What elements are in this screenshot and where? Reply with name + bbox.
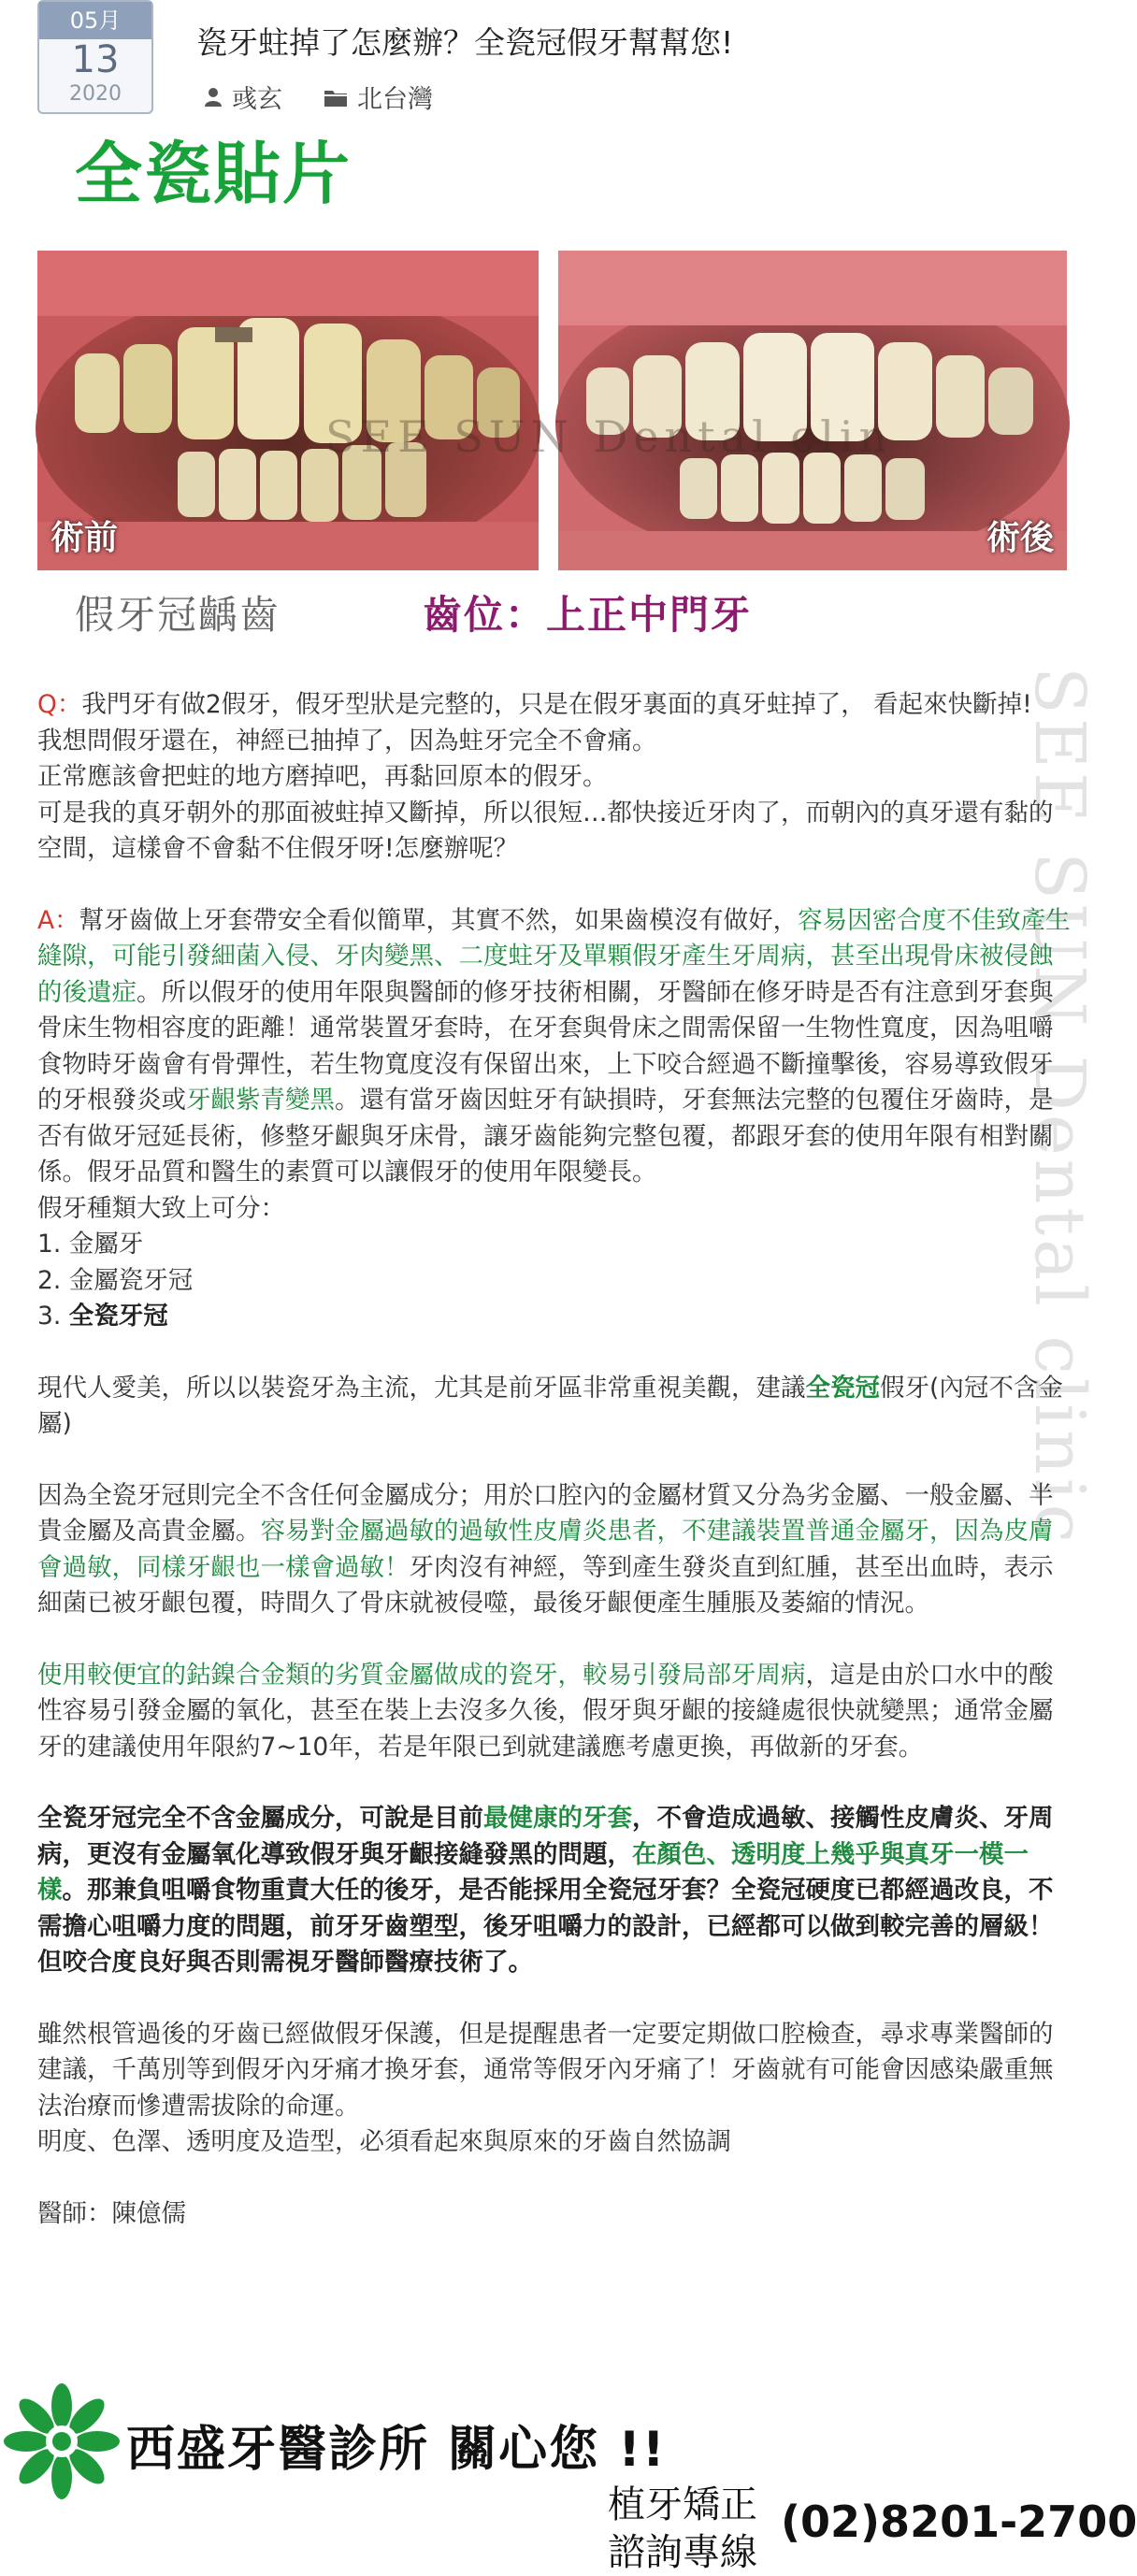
types-item: 2. 金屬瓷牙冠: [37, 1265, 194, 1295]
answer-text-1: 幫牙齒做上牙套帶安全看似簡單，其實不然，如果齒模沒有做好，: [79, 905, 799, 935]
answer-text-2: 。所以假牙的使用年限與醫師的修牙技術相關，牙醫師在修牙時是否有注意到牙套與骨床生物相容度的距離！通常裝置牙套時，在牙套與骨床之間需保留一生物性寬度，因為咀嚼食物時牙齒會有骨彈性，若生物寬度沒有保留出來，上下咬合經過不斷撞擊後，容易導致假牙的牙根發炎或: [37, 977, 1054, 1115]
answer-highlight-1: 容易因密合度不佳致產生縫隙，可能引發細菌入侵、牙肉變黑、二度蛀牙及單顆假牙產生牙周病，甚至出現骨床被侵蝕的後遺症: [37, 905, 1071, 1007]
answer-text-3: 。還有當牙齒因蛀牙有缺損時，牙套無法完整的包覆住牙齒時，是否有做牙冠延長術，修整牙齦與牙床骨，讓牙齒能夠完整包覆，都跟牙套的使用年限有相對關係。假牙品質和醫生的素質可以讓假牙的使用年限變長。: [37, 1086, 1054, 1187]
metal-paragraph: [37, 1478, 1075, 1622]
caption-tooth-position: 齒位：上正中門牙: [423, 592, 753, 638]
post-meta: [204, 79, 433, 115]
photo-watermark: SEE SUN Dental clin: [325, 411, 893, 462]
metal-highlight: 容易對金屬過敏的過敏性皮膚炎患者，不建議裝置普通金屬牙，因為皮膚會過敏，同樣牙齦也一樣會過敏！: [37, 1517, 1054, 1582]
headline: 全瓷貼片: [75, 135, 353, 213]
date-day: 13: [71, 38, 120, 81]
answer-paragraph: [37, 903, 1075, 1191]
before-photo: [37, 251, 539, 570]
metal-tail: 牙肉沒有神經，等到產生發炎直到紅腫，甚至出血時，表示細菌已被牙齦包覆，時間久了骨床就被侵噬，最後牙齦便產生腫脹及萎縮的情況。: [37, 1552, 1054, 1618]
cheap-paragraph: [37, 1658, 1075, 1766]
post-author-name: 彧玄: [232, 85, 282, 114]
after-label: 術後: [986, 519, 1054, 557]
side-watermark-text: SEE SUN Dental clinic: [1019, 667, 1100, 1547]
doctor-name: 醫師：陳億儒: [37, 2198, 186, 2228]
metal-text: 因為全瓷牙冠則完全不含任何金屬成分；用於口腔內的金屬材質又分為劣金屬、一般金屬、半貴金屬及高貴金屬。: [37, 1480, 1054, 1546]
full-highlight-2: 在顏色、透明度上幾乎與真牙一模一樣: [37, 1839, 1029, 1905]
final-line: 明度、色澤、透明度及造型，必須看起來與原來的牙齒自然協調: [37, 2127, 731, 2156]
post-author[interactable]: [204, 79, 282, 115]
full-text-2: ，不會造成過敏、接觸性皮膚炎、牙周病，更沒有金屬氧化導致假牙與牙齦接縫發黑的問題，: [37, 1804, 1054, 1869]
full-text-3: 。那兼負咀嚼食物重責大任的後牙，是否能採用全瓷冠牙套？全瓷冠硬度已都經過改良，不需擔心咀嚼力度的問題，前牙牙齒塑型，後牙咀嚼力的設計，已經都可以做到較完善的層級！但咬合度良好與否則需視牙醫師醫療技術了。: [37, 1876, 1054, 1977]
before-label: 術前: [50, 519, 119, 557]
question-text: 我門牙有做2假牙，假牙型狀是完整的，只是在假牙裏面的真牙蛀掉了， 看起來快斷掉!: [81, 690, 1032, 719]
date-badge: [37, 0, 153, 114]
full-highlight-1: 最健康的牙套: [483, 1804, 632, 1833]
post-category-name: 北台灣: [357, 85, 433, 114]
modern-tail: 假牙(內冠不含金屬): [37, 1373, 1063, 1438]
folder-icon: [324, 87, 348, 108]
types-intro: 假牙種類大致上可分：: [37, 1193, 285, 1223]
question-mark: Q：: [37, 690, 82, 719]
question-line: 我想問假牙還在，神經已抽掉了，因為蛀牙完全不會痛。: [37, 726, 657, 756]
cheap-tail: ，這是由於口水中的酸性容易引發金屬的氧化，甚至在裝上去沒多久後，假牙與牙齦的接縫處很快就變黑；通常金屬牙的建議使用年限約7~10年，若是年限已到就建議應考慮更換，再做新的牙套。: [37, 1660, 1054, 1762]
final-paragraph: 雖然根管過後的牙齒已經做假牙保護，但是提醒患者一定要定期做口腔檢查，尋求專業醫師的建議，千萬別等到假牙內牙痛才換牙套，通常等假牙內牙痛了！牙齒就有可能會因感染嚴重無法治療而慘遭需拔除的命運。: [37, 2019, 1054, 2121]
question-paragraph: [37, 687, 1075, 724]
answer-highlight-2: 牙齦紫青變黑: [186, 1086, 335, 1115]
full-ceramic-paragraph: [37, 1801, 1075, 1981]
lotus-logo-icon: [2, 2382, 122, 2501]
service-label-hotline: 諮詢專線: [608, 2531, 757, 2574]
modern-highlight: 全瓷冠: [805, 1373, 880, 1403]
after-photo: [558, 251, 1067, 570]
full-text-1: 全瓷牙冠完全不含金屬成分，可說是目前: [37, 1804, 483, 1833]
types-item-number: 3.: [37, 1302, 69, 1331]
service-label-implant: 植牙矯正: [608, 2483, 757, 2526]
hotline-number[interactable]: (02)8201-2700: [781, 2497, 1137, 2547]
clinic-slogan: 西盛牙醫診所 關心您 !!: [126, 2422, 667, 2478]
date-year: 2020: [69, 82, 122, 106]
date-month: 05月: [39, 2, 151, 39]
answer-mark: A：: [37, 905, 79, 935]
types-item-bold: 全瓷牙冠: [68, 1302, 168, 1331]
question-line: 正常應該會把蛀的地方磨掉吧，再黏回原本的假牙。: [37, 762, 608, 791]
cheap-highlight: 使用較便宜的鈷鎳合金類的劣質金屬做成的瓷牙，較易引發局部牙周病: [37, 1660, 806, 1690]
question-line: 可是我的真牙朝外的那面被蛀掉又斷掉，所以很短…都快接近牙肉了，而朝內的真牙還有黏的空間，這樣會不會黏不住假牙呀!怎麼辦呢？: [37, 798, 1054, 863]
caption-condition: 假牙冠齲齒: [75, 592, 281, 638]
types-item: 1. 金屬牙: [37, 1230, 144, 1259]
user-icon: [204, 87, 223, 108]
article-body: [37, 687, 1075, 2232]
modern-paragraph: [37, 1371, 1075, 1443]
post-category[interactable]: [324, 79, 433, 115]
modern-text: 現代人愛美，所以以裝瓷牙為主流，尤其是前牙區非常重視美觀，建議: [37, 1373, 806, 1403]
post-title[interactable]: 瓷牙蛀掉了怎麼辦？全瓷冠假牙幫幫您!: [196, 24, 734, 61]
types-item: [37, 1299, 1075, 1335]
